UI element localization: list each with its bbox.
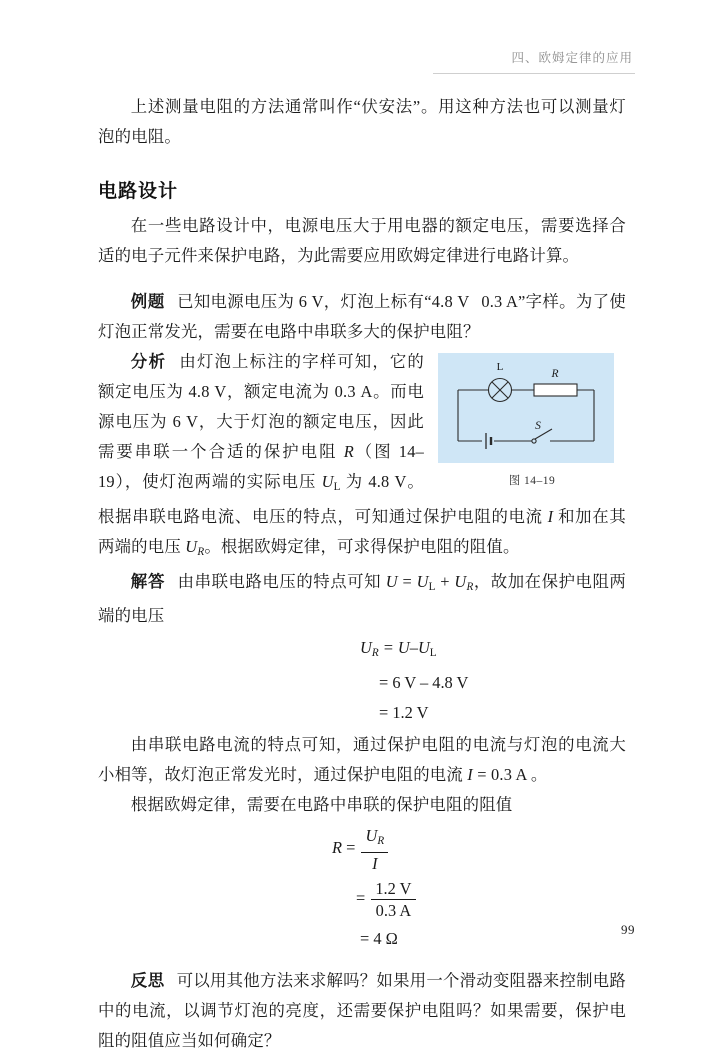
solution-lead-1: 由串联电路电压的特点可知 — [177, 571, 386, 591]
equation-line-3: = 1.2 V — [379, 703, 429, 723]
fraction-numerator-1 — [361, 826, 388, 853]
solution-eq-UL-sub: L — [428, 580, 436, 593]
solution-paragraph — [98, 567, 626, 632]
final-num-U-sub: R — [377, 834, 385, 847]
fraction-ur-over-i — [361, 826, 388, 873]
analysis-part-5: 。根据欧姆定律，可求得保护电阻的阻值。 — [204, 536, 520, 556]
text-column — [98, 92, 626, 1056]
final-eq-line-2 — [98, 879, 626, 920]
running-head: 四、欧姆定律的应用 — [511, 51, 633, 65]
current-var-I: I — [467, 765, 473, 785]
section-heading: 电路设计 — [98, 181, 179, 202]
analysis-var-I: I — [547, 506, 554, 526]
fraction-denominator-2: 0.3 A — [375, 900, 412, 920]
solution-lead-2: ，故加在保护电阻两端的电压 — [98, 571, 627, 626]
ohm-paragraph: 根据欧姆定律，需要在电路中串联的保护电阻的阻值 — [130, 795, 513, 815]
switch-label: S — [535, 420, 541, 432]
analysis-part-3: 为 4.8 V。根据串联电路电流、电压的特点，可知通过保护电阻的电流 — [98, 472, 548, 526]
analysis-var-R: R — [343, 442, 354, 461]
reflection-paragraph — [98, 966, 626, 1056]
intro-paragraph: 上述测量电阻的方法通常叫作“伏安法”。用这种方法也可以测量灯泡的电阻。 — [98, 97, 626, 146]
final-den-I: I — [372, 853, 378, 873]
equation-line-1 — [98, 633, 626, 668]
reflection-label: 反思 — [130, 971, 165, 990]
circuit-diagram — [438, 353, 614, 463]
fraction-numerator-2: 1.2 V — [371, 879, 415, 900]
analysis-part-2: （图 14–19），使灯泡两端的实际电压 — [98, 442, 424, 491]
eq1-U: U — [360, 638, 372, 658]
reflection-text: 可以用其他方法来求解吗？如果用一个滑动变阻器来控制电路中的电流，以调节灯泡的亮度，还需要保护电阻吗？如果需要，保护电阻的阻值应当如何确定？ — [98, 970, 627, 1050]
solution-eq-UR-sub: R — [466, 580, 474, 593]
analysis-sub-R: R — [197, 545, 205, 558]
solution-eq-UL: U — [416, 571, 429, 591]
analysis-part-4: 和加在其两端的电压 — [98, 506, 626, 556]
lamp-label: L — [496, 361, 504, 373]
running-head-rule — [433, 73, 635, 74]
final-equations — [98, 826, 626, 954]
analysis-sub-L: L — [333, 480, 341, 493]
final-eq-line-3: = 4 Ω — [360, 928, 398, 948]
solution-eq-U: U — [385, 571, 398, 591]
analysis-var-U: U — [321, 472, 334, 491]
final-equals-1: = — [346, 838, 356, 858]
figure-14-19 — [438, 353, 626, 488]
final-equals-2: = — [356, 888, 366, 908]
page-number: 99 — [621, 922, 635, 937]
solution-equations — [98, 633, 626, 728]
analysis-part-1: 由灯泡上标注的字样可知，它的额定电压为 4.8 V，额定电流为 0.3 A。而电源电压为 6 V，大于灯泡的额定电压，因此需要串联一个合适的保护电阻 — [98, 352, 425, 461]
battery-symbol — [486, 433, 491, 449]
current-paragraph — [98, 730, 626, 790]
resistor-label: R — [551, 368, 559, 380]
lamp-symbol — [489, 379, 512, 402]
analysis-block — [98, 347, 626, 567]
eq1-U-sub: R — [371, 647, 379, 660]
example-text-2: 0.3 A”字样。为了使灯泡正常发光，需要在电路中串联多大的保护电阻？ — [98, 292, 627, 341]
eq1-rhs: = U–U — [378, 638, 430, 658]
figure-canvas — [438, 353, 614, 463]
analysis-label: 分析 — [130, 353, 167, 371]
figure-caption: 图 14–19 — [508, 475, 556, 487]
solution-label: 解答 — [130, 572, 166, 591]
final-R: R — [332, 838, 343, 858]
example-label: 例题 — [130, 293, 165, 311]
current-tail: = 0.3 A 。 — [472, 765, 548, 785]
eq1-rhs-sub: L — [429, 647, 437, 660]
analysis-var-U2: U — [185, 536, 198, 556]
final-num-U: U — [365, 826, 378, 846]
solution-eq-equals: = — [397, 571, 417, 591]
final-eq-line-1 — [98, 826, 626, 873]
current-text: 由串联电路电流的特点可知，通过保护电阻的电流与灯泡的电流大小相等，故灯泡正常发光时，通过保护电阻的电流 — [98, 735, 626, 785]
solution-eq-UR: U — [454, 571, 467, 591]
example-text-1: 已知电源电压为 6 V，灯泡上标有“4.8 V — [176, 292, 470, 311]
section-paragraph: 在一些电路设计中，电源电压大于用电器的额定电压，需要选择合适的电子元件来保护电路，为此需要应用欧姆定律进行电路计算。 — [98, 216, 626, 265]
example-paragraph — [98, 287, 626, 347]
fraction-denominator-1 — [361, 853, 388, 873]
solution-eq-plus: + — [435, 571, 455, 591]
fraction-values — [371, 879, 415, 920]
resistor-symbol — [534, 384, 577, 396]
equation-line-2: = 6 V – 4.8 V — [379, 673, 469, 693]
